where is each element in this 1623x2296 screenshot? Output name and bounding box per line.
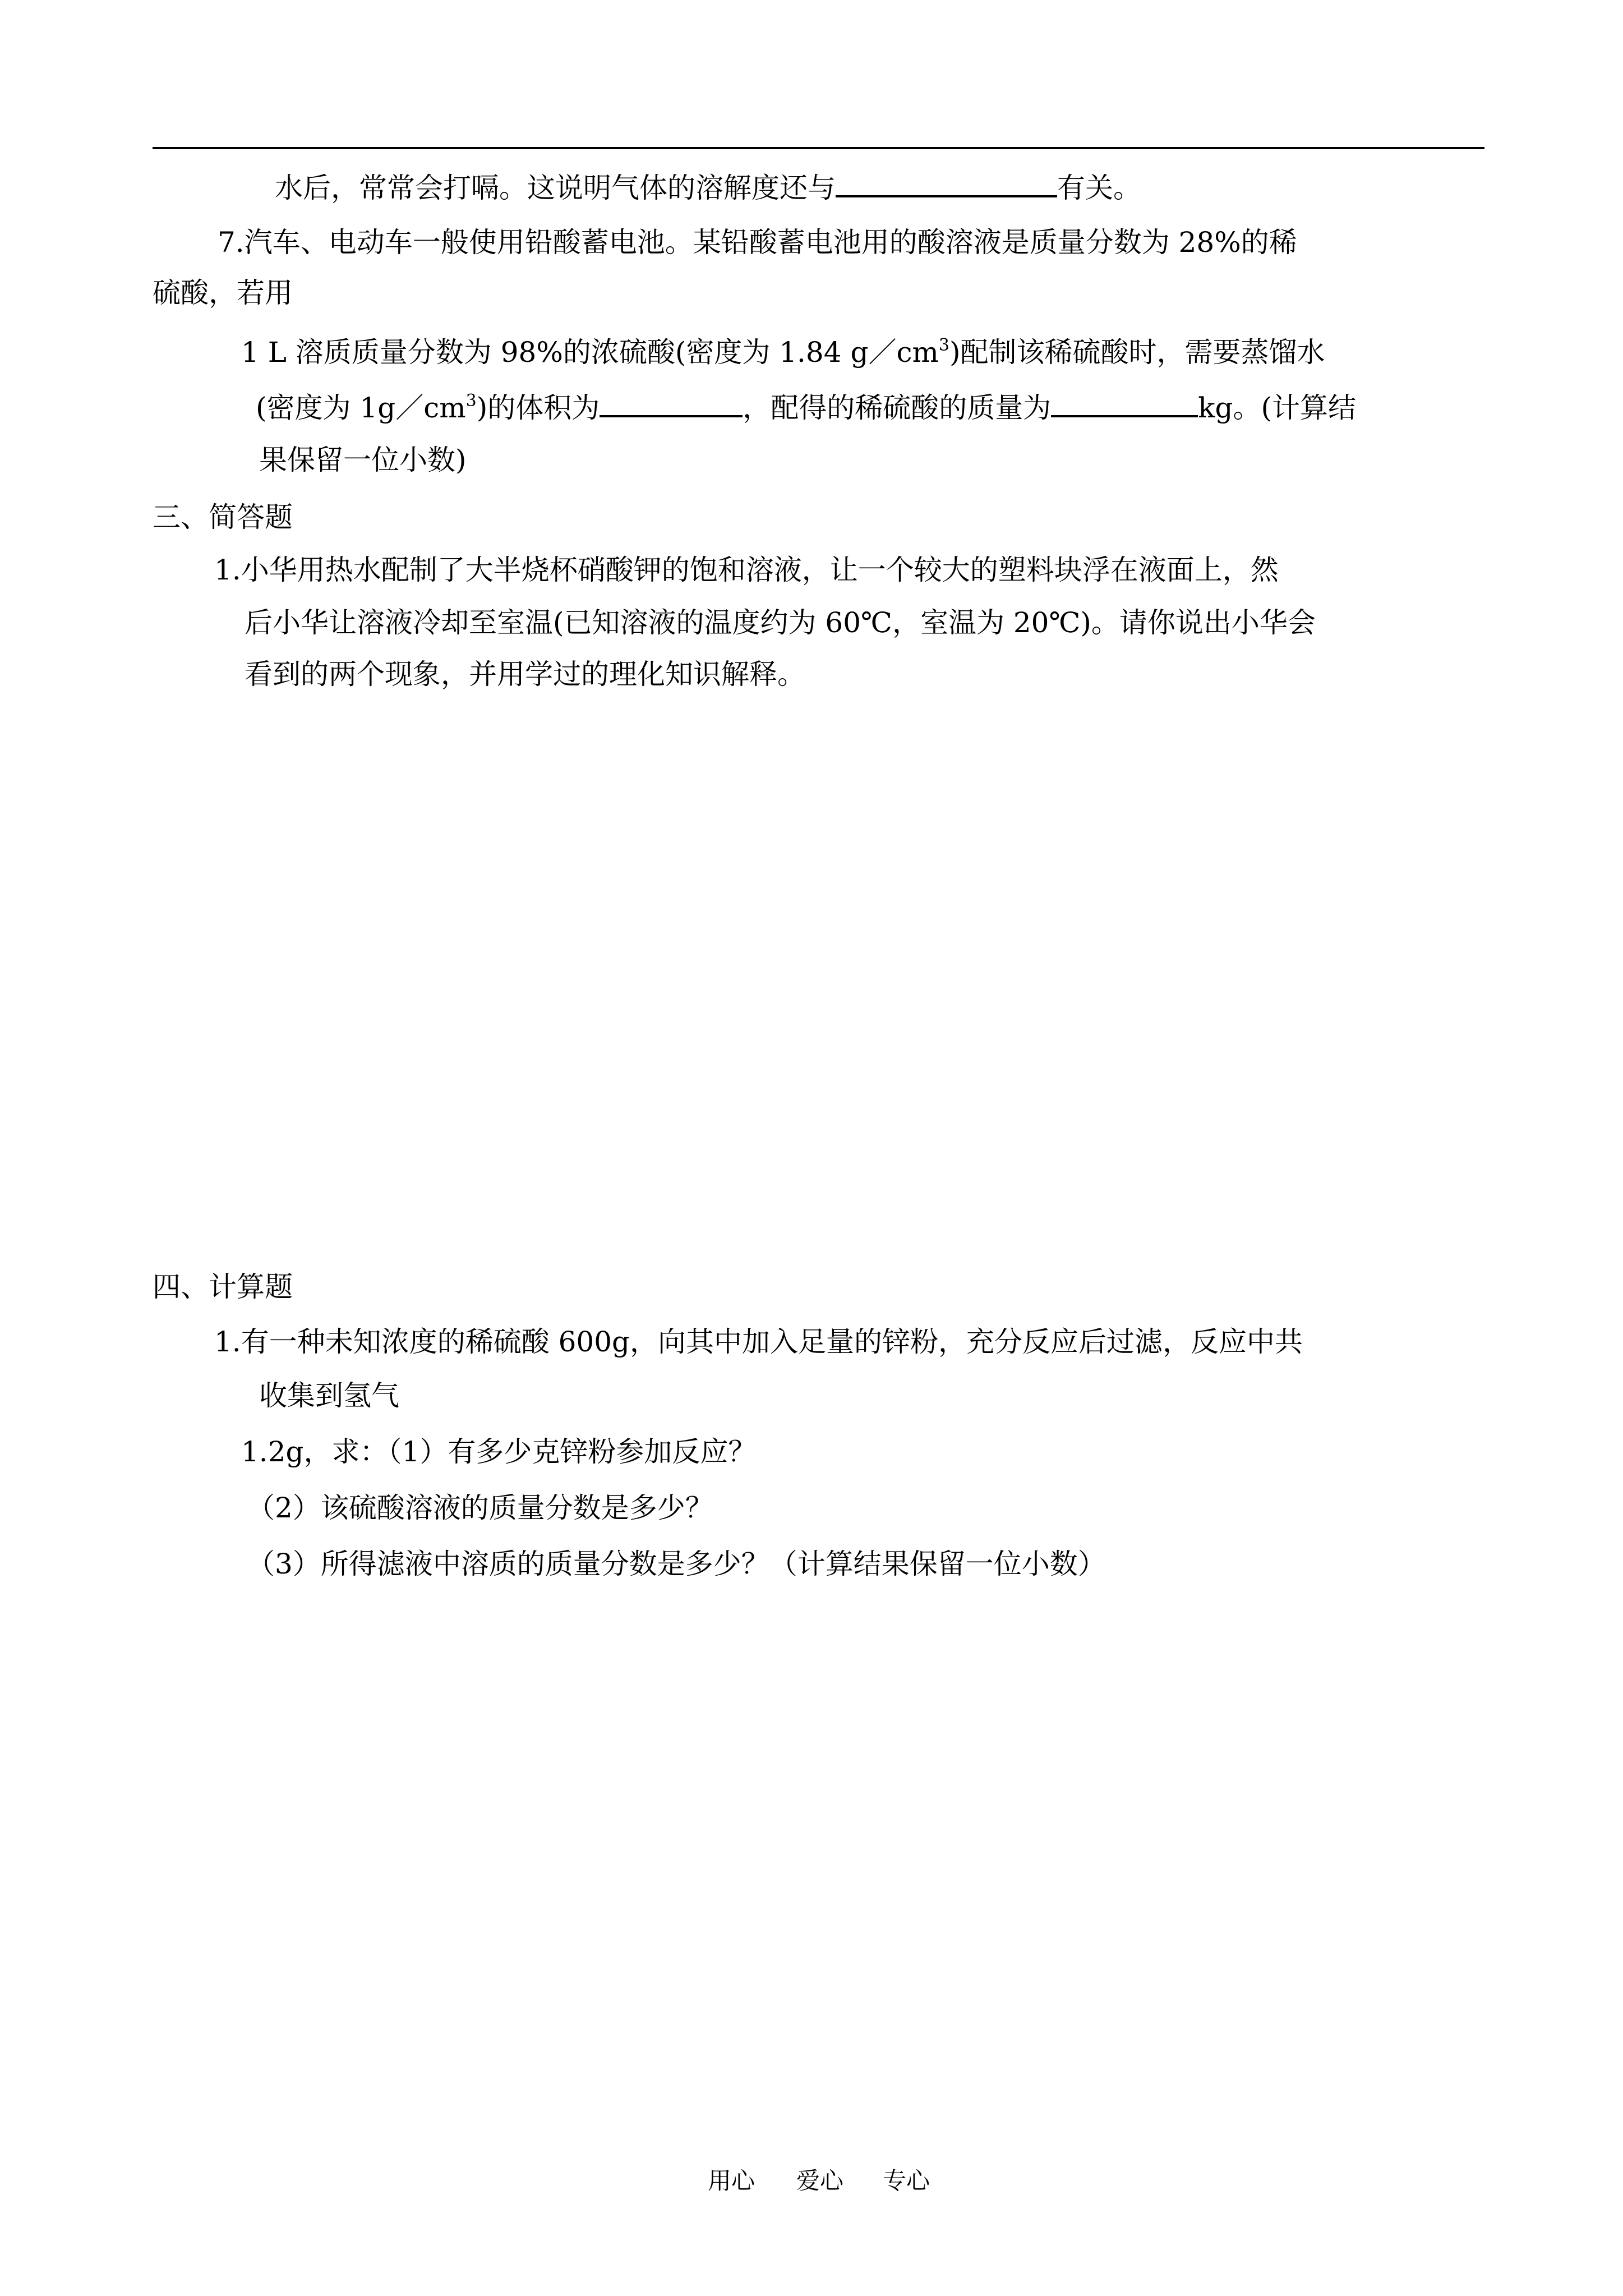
- q7-line-3-text-end: )配制该稀硫酸时，需要蒸馏水: [949, 336, 1325, 369]
- section-4-q1-line-4: （2）该硫酸溶液的质量分数是多少？: [247, 1492, 713, 1524]
- section-4-q1-line-5: （3）所得滤液中溶质的质量分数是多少？（计算结果保留一位小数）: [247, 1548, 1106, 1580]
- section-3-q1-line-3: 看到的两个现象，并用学过的理化知识解释。: [245, 658, 805, 691]
- q6-tail-line: [275, 168, 1141, 206]
- q7-line-4-text-d: kg。(计算结: [1198, 392, 1357, 424]
- q6-text-after: 有关。: [1057, 172, 1141, 204]
- section-4-heading: 四、计算题: [153, 1271, 293, 1303]
- q7-line-1: 7.汽车、电动车一般使用铅酸蓄电池。某铅酸蓄电池用的酸溶液是质量分数为 28%的稀: [218, 226, 1297, 259]
- q7-line-4: [256, 388, 1356, 426]
- q6-answer-blank: [836, 168, 1057, 197]
- footer-text-3: 专心: [883, 2167, 930, 2194]
- section-4-q1-line-1: 1.有一种未知浓度的稀硫酸 600g，向其中加入足量的锌粉，充分反应后过滤，反应中共: [214, 1326, 1303, 1358]
- q7-line-3-text: 1 L 溶质质量分数为 98%的浓硫酸(密度为 1.84 g／cm: [241, 336, 939, 369]
- section-3-heading: 三、简答题: [153, 501, 293, 533]
- footer-text-2: 爱心: [796, 2167, 844, 2194]
- section-4-q1-line-3: 1.2g，求：（1）有多少克锌粉参加反应？: [241, 1435, 757, 1468]
- q7-line-4-text-a: (密度为 1g／cm: [256, 392, 466, 424]
- section-3-q1-line-2: 后小华让溶液冷却至室温(已知溶液的温度约为 60℃，室温为 20℃)。请你说出小华会: [245, 606, 1316, 639]
- q7-line-4-text-c: ，配得的稀硫酸的质量为: [743, 392, 1052, 424]
- section-3-q1-line-1: 1.小华用热水配制了大半烧杯硝酸钾的饱和溶液，让一个较大的塑料块浮在液面上，然: [214, 554, 1279, 586]
- q7-line-4-text-b: )的体积为: [476, 392, 600, 424]
- q7-line-3-superscript: 3: [938, 335, 949, 355]
- footer-text-1: 用心: [708, 2167, 755, 2194]
- section-4-q1-line-2: 收集到氢气: [259, 1379, 399, 1412]
- q7-mass-blank: [1051, 388, 1198, 417]
- q7-volume-blank: [600, 388, 743, 417]
- q7-line-3: [241, 334, 1325, 370]
- q7-line-5: 果保留一位小数): [259, 444, 467, 476]
- q7-line-2: 硫酸，若用: [153, 277, 293, 309]
- q7-line-4-superscript: 3: [465, 391, 477, 411]
- header-rule: [153, 147, 1484, 149]
- q6-text-before: 水后，常常会打嗝。这说明气体的溶解度还与: [275, 172, 836, 204]
